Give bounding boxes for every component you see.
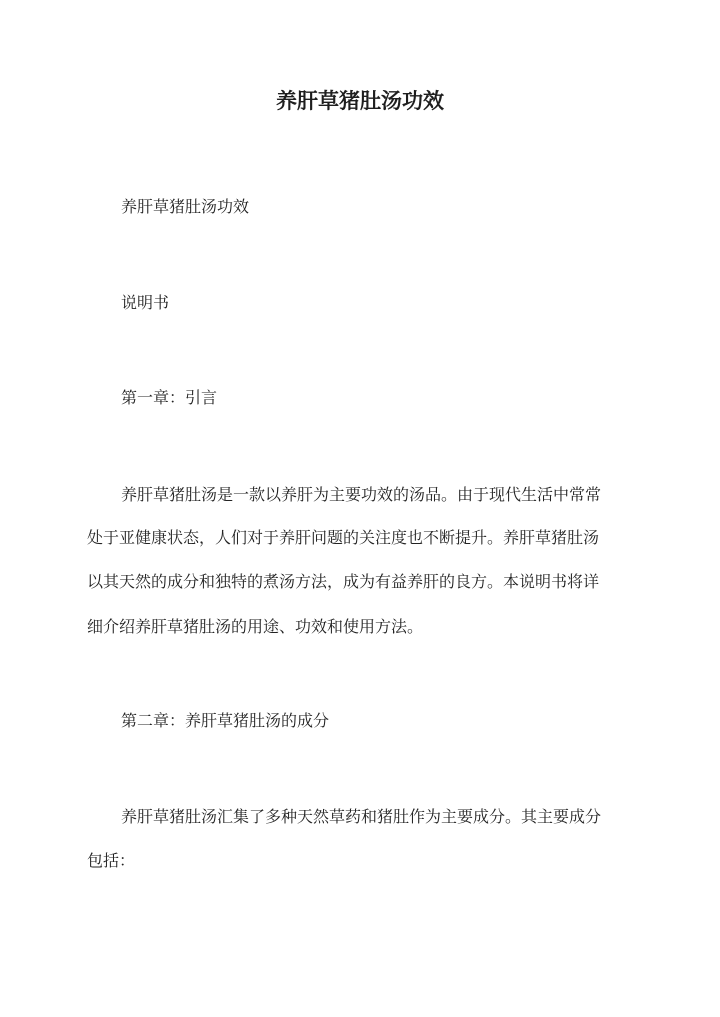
chapter1-paragraph-line: 以其天然的成分和独特的煮汤方法，成为有益养肝的良方。本说明书将详 — [87, 572, 600, 591]
chapter2-heading: 第二章：养肝草猪肚汤的成分 — [121, 711, 330, 730]
chapter1-paragraph-line: 养肝草猪肚汤是一款以养肝为主要功效的汤品。由于现代生活中常常 — [121, 485, 602, 504]
chapter2-paragraph-line: 养肝草猪肚汤汇集了多种天然草药和猪肚作为主要成分。其主要成分 — [121, 807, 602, 826]
chapter2-paragraph-line: 包括： — [87, 851, 136, 870]
chapter1-heading: 第一章：引言 — [121, 388, 218, 407]
page-title: 养肝草猪肚汤功效 — [276, 88, 444, 113]
manual-label: 说明书 — [121, 293, 170, 312]
document-subtitle: 养肝草猪肚汤功效 — [121, 197, 250, 216]
chapter1-paragraph-line: 细介绍养肝草猪肚汤的用途、功效和使用方法。 — [87, 617, 424, 636]
chapter1-paragraph-line: 处于亚健康状态，人们对于养肝问题的关注度也不断提升。养肝草猪肚汤 — [87, 528, 600, 547]
